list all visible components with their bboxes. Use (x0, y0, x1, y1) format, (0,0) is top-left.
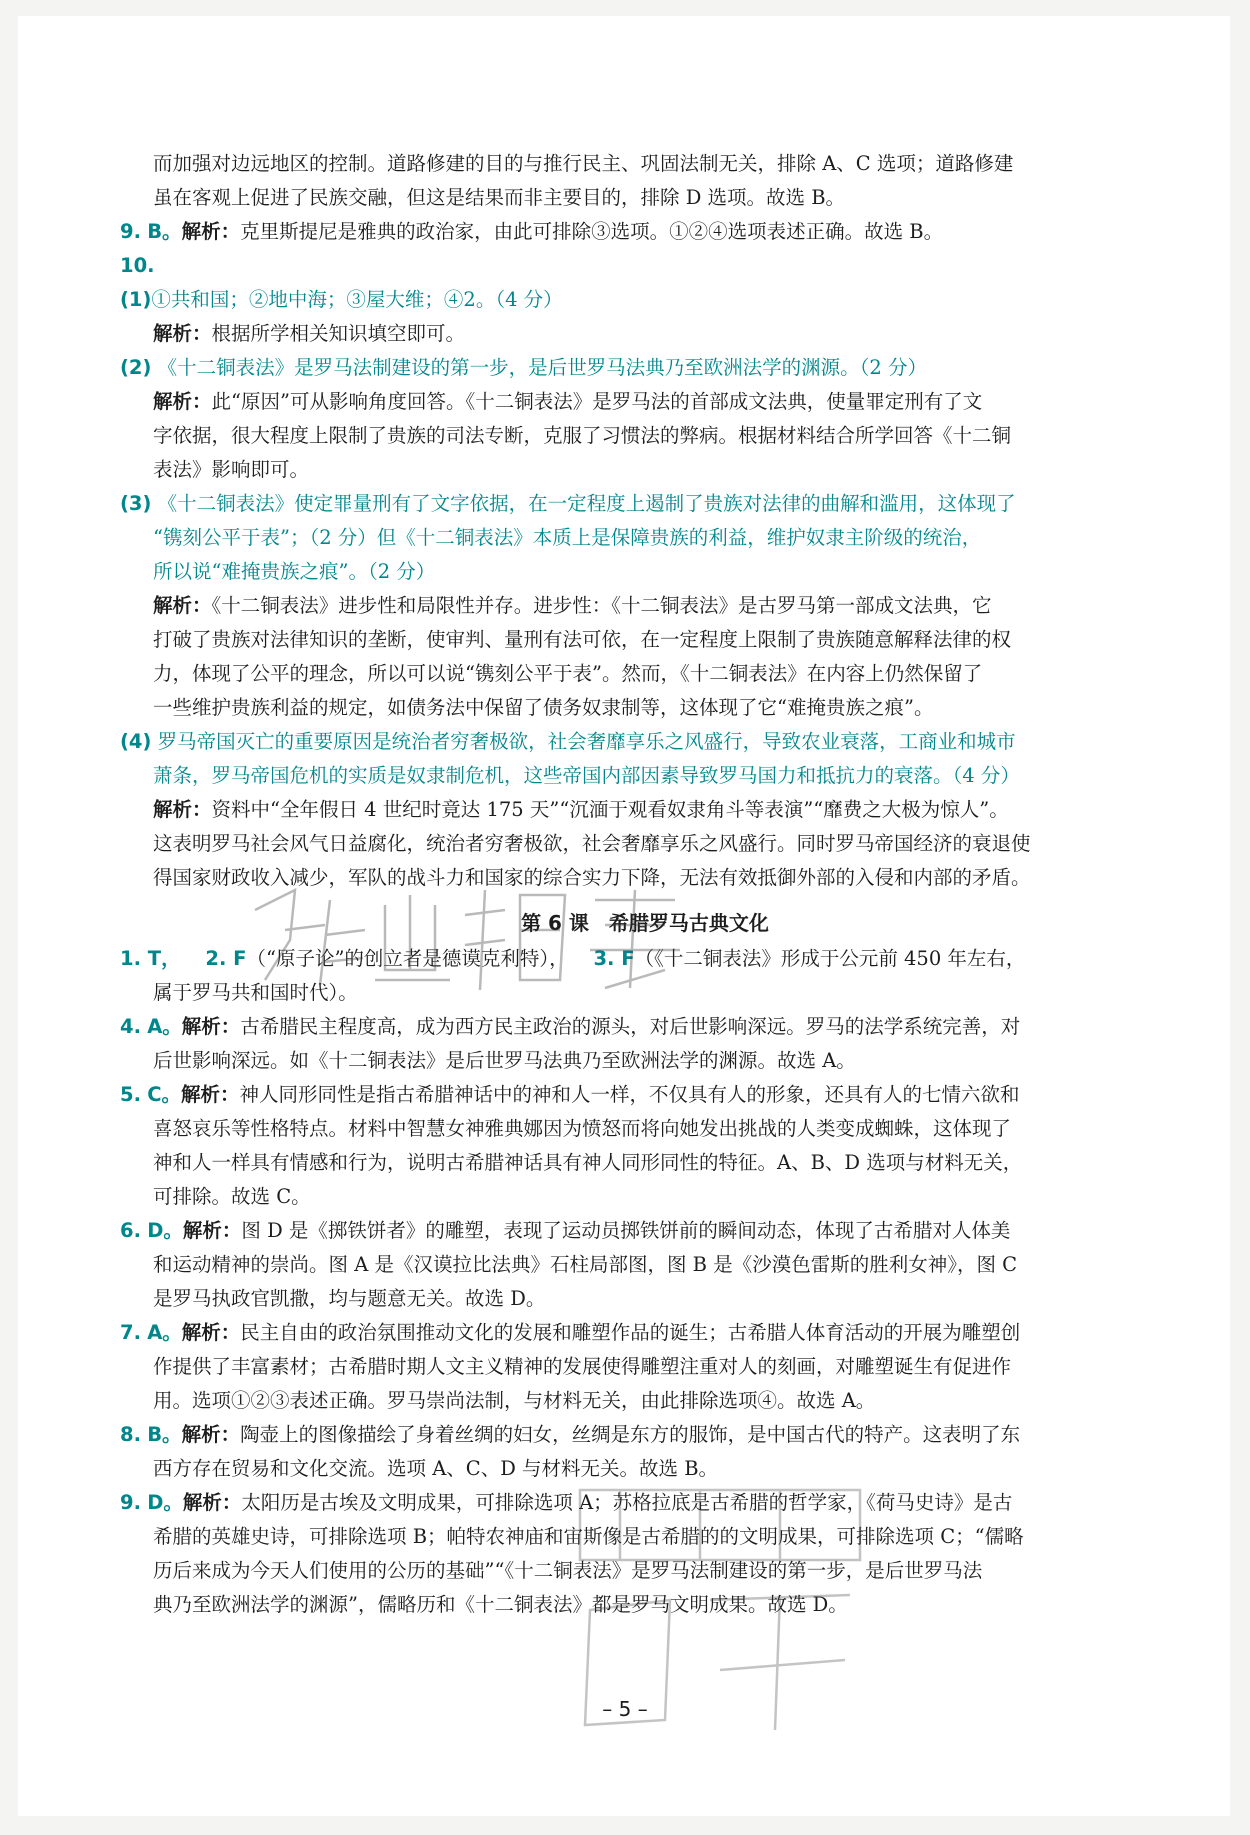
analysis-line (120, 589, 1130, 623)
answer-key: A。 (147, 1321, 182, 1344)
analysis-line: 典乃至欧洲法学的渊源”，儒略历和《十二铜表法》都是罗马文明成果。故选 D。 (153, 1593, 848, 1616)
analysis-line: 西方存在贸易和文化交流。选项 A、C、D 与材料无关。故选 B。 (153, 1457, 719, 1480)
analysis-text: 克里斯提尼是雅典的政治家，由此可排除③选项。①②④选项表述正确。故选 B。 (240, 220, 944, 243)
answer-text: ①共和国；②地中海；③屋大维；④2。（4 分） (151, 288, 563, 311)
analysis-line: 和运动精神的崇尚。图 A 是《汉谟拉比法典》石柱局部图，图 B 是《沙漠色雷斯的胜利女神》，图 C (153, 1253, 1018, 1276)
analysis-label: 解析： (181, 1423, 241, 1446)
analysis-text: 神人同形同性是指古希腊神话中的神和人一样，不仅具有人的形象，还具有人的七情六欲和 (239, 1083, 1020, 1106)
question-number: 8. (120, 1423, 141, 1446)
question-number: 7. (120, 1321, 141, 1344)
analysis-label: 解析： (153, 594, 212, 617)
analysis-line: 这表明罗马社会风气日益腐化，统治者穷奢极欲，社会奢靡享乐之风盛行。同时罗马帝国经济的衰退使 (153, 832, 1031, 855)
analysis-line: 作提供了丰富素材；古希腊时期人文主义精神的发展使得雕塑注重对人的刻画，对雕塑诞生有促进作 (153, 1355, 1012, 1378)
analysis-line: 得国家财政收入减少，军队的战斗力和国家的综合实力下降，无法有效抵御外部的入侵和内部的矛盾。 (153, 866, 1031, 889)
analysis-text: （《十二铜表法》形成于公元前 450 年左右， (634, 947, 1026, 970)
sub-number: (3) (120, 492, 152, 515)
analysis-text: 陶壶上的图像描绘了身着丝绸的妇女，丝绸是东方的服饰，是中国古代的特产。这表明了东 (240, 1423, 1021, 1446)
analysis-line: 是罗马执政官凯撒，均与题意无关。故选 D。 (153, 1287, 546, 1310)
question-number: 6. (120, 1219, 141, 1242)
analysis-line (120, 793, 1130, 827)
answer-key: D。 (147, 1491, 183, 1514)
answer-4 (120, 1010, 1130, 1044)
analysis-line: 用。选项①②③表述正确。罗马崇尚法制，与材料无关，由此排除选项④。故选 A。 (153, 1389, 876, 1412)
analysis-label: 解析： (181, 220, 241, 243)
analysis-line (120, 385, 1130, 419)
analysis-line: 一些维护贵族利益的规定，如债务法中保留了债务奴隶制等，这体现了它“难掩贵族之痕”。 (153, 696, 934, 719)
question-number: 5. (120, 1083, 141, 1106)
answer-8 (120, 1418, 1130, 1452)
answer-7 (120, 1316, 1130, 1350)
answer-key: B。 (147, 1423, 182, 1446)
analysis-text: 此“原因”可从影响角度回答。《十二铜表法》是罗马法的首部成文法典，使量罪定刑有了文 (211, 390, 983, 413)
answer-9 (120, 215, 1130, 249)
sub-number: (4) (120, 730, 152, 753)
analysis-line: 喜怒哀乐等性格特点。材料中智慧女神雅典娜因为愤怒而将向她发出挑战的人类变成蜘蛛，这体现了 (153, 1117, 1012, 1140)
text-line: 而加强对边远地区的控制。道路修建的目的与推行民主、巩固法制无关，排除 A、C 选项；道路修建 (153, 152, 1014, 175)
answer-key: 1. T， (120, 947, 181, 970)
answer-6 (120, 1214, 1130, 1248)
analysis-line: 打破了贵族对法律知识的垄断，使审判、量刑有法可依，在一定程度上限制了贵族随意解释法律的权 (153, 628, 1012, 651)
answer-10-3 (120, 487, 1130, 521)
analysis-label: 解析： (181, 1083, 240, 1106)
answer-10-2 (120, 351, 1130, 385)
analysis-line: 可排除。故选 C。 (153, 1185, 311, 1208)
analysis-label: 解析： (153, 798, 212, 821)
analysis-line: 希腊的英雄史诗，可排除选项 B；帕特农神庙和宙斯像是古希腊的的文明成果，可排除选项 C；“儒略 (153, 1525, 1024, 1548)
analysis-label: 解析： (153, 390, 212, 413)
answer-text: 所以说“难掩贵族之痕”。（2 分） (153, 560, 436, 583)
analysis-text: 资料中“全年假日 4 世纪时竟达 175 天”“沉湎于观看奴隶角斗等表演”“靡费之大极为惊人”。 (211, 798, 1009, 821)
answer-content (120, 147, 1130, 1622)
answer-text: 萧条，罗马帝国危机的实质是奴隶制危机，这些帝国内部因素导致罗马国力和抵抗力的衰落。（4 分） (153, 764, 1020, 787)
analysis-label: 解析： (182, 1219, 242, 1242)
answer-key: 2. F (205, 947, 247, 970)
analysis-line: 历后来成为今天人们使用的公历的基础”“《十二铜表法》是罗马法制建设的第一步，是后世罗马法 (153, 1559, 983, 1582)
section-title: 第 6 课 希腊罗马古典文化 (521, 911, 769, 935)
answer-key: C。 (147, 1083, 181, 1106)
answer-9b (120, 1486, 1130, 1520)
page-number: – 5 – (602, 1697, 648, 1721)
analysis-line: 后世影响深远。如《十二铜表法》是后世罗马法典乃至欧洲法学的渊源。故选 A。 (153, 1049, 856, 1072)
answer-10-1 (120, 283, 1130, 317)
sub-number: (2) (120, 356, 152, 379)
analysis-line: 字依据，很大程度上限制了贵族的司法专断，克服了习惯法的弊病。根据材料结合所学回答《十二铜 (153, 424, 1012, 447)
analysis-line: 表法》影响即可。 (153, 458, 310, 481)
answer-key: 3. F (593, 947, 635, 970)
answer-5 (120, 1078, 1130, 1112)
question-number: 9. (120, 220, 141, 243)
question-number: 10. (120, 254, 155, 277)
analysis-label: 解析： (182, 1491, 242, 1514)
question-number: 4. (120, 1015, 141, 1038)
answer-text: “镌刻公平于表”；（2 分）但《十二铜表法》本质上是保障贵族的利益，维护奴隶主阶级的统治， (153, 526, 982, 549)
analysis-line: 神和人一样具有情感和行为，说明古希腊神话具有神人同形同性的特征。A、B、D 选项与材料无关， (153, 1151, 1023, 1174)
answer-key: B。 (147, 220, 182, 243)
answer-key: A。 (147, 1015, 182, 1038)
question-10-header (120, 249, 1130, 283)
analysis-line (120, 317, 1130, 351)
sub-number: (1) (120, 288, 152, 311)
analysis-label: 解析： (181, 1015, 241, 1038)
answer-text: 罗马帝国灭亡的重要原因是统治者穷奢极欲，社会奢靡享乐之风盛行，导致农业衰落，工商业和城市 (157, 730, 1016, 753)
answer-text: 《十二铜表法》使定罪量刑有了文字依据，在一定程度上遏制了贵族对法律的曲解和滥用，这体现了 (157, 492, 1016, 515)
analysis-text: 《十二铜表法》进步性和局限性并存。进步性：《十二铜表法》是古罗马第一部成文法典，它 (211, 594, 992, 617)
answer-text: 《十二铜表法》是罗马法制建设的第一步，是后世罗马法典乃至欧洲法学的渊源。（2 分） (157, 356, 927, 379)
analysis-text: 太阳历是古埃及文明成果，可排除选项 A；苏格拉底是古希腊的哲学家，《荷马史诗》是古 (241, 1491, 1013, 1514)
analysis-label: 解析： (153, 322, 212, 345)
text-line: 虽在客观上促进了民族交融，但这是结果而非主要目的，排除 D 选项。故选 B。 (153, 186, 846, 209)
answer-1-3 (120, 942, 1130, 976)
answer-key: D。 (147, 1219, 183, 1242)
analysis-text: 古希腊民主程度高，成为西方民主政治的源头，对后世影响深远。罗马的法学系统完善，对 (240, 1015, 1021, 1038)
analysis-text: 民主自由的政治氛围推动文化的发展和雕塑作品的诞生；古希腊人体育活动的开展为雕塑创 (240, 1321, 1021, 1344)
analysis-label: 解析： (181, 1321, 241, 1344)
question-number: 9. (120, 1491, 141, 1514)
analysis-line: 属于罗马共和国时代）。 (153, 981, 358, 1004)
analysis-line: 力，体现了公平的理念，所以可以说“镌刻公平于表”。然而，《十二铜表法》在内容上仍然保留了 (153, 662, 983, 685)
analysis-text: （“原子论”的创立者是德谟克利特）， (246, 947, 569, 970)
analysis-text: 根据所学相关知识填空即可。 (211, 322, 466, 345)
analysis-text: 图 D 是《掷铁饼者》的雕塑，表现了运动员掷铁饼前的瞬间动态，体现了古希腊对人体美 (241, 1219, 1011, 1242)
answer-10-4 (120, 725, 1130, 759)
